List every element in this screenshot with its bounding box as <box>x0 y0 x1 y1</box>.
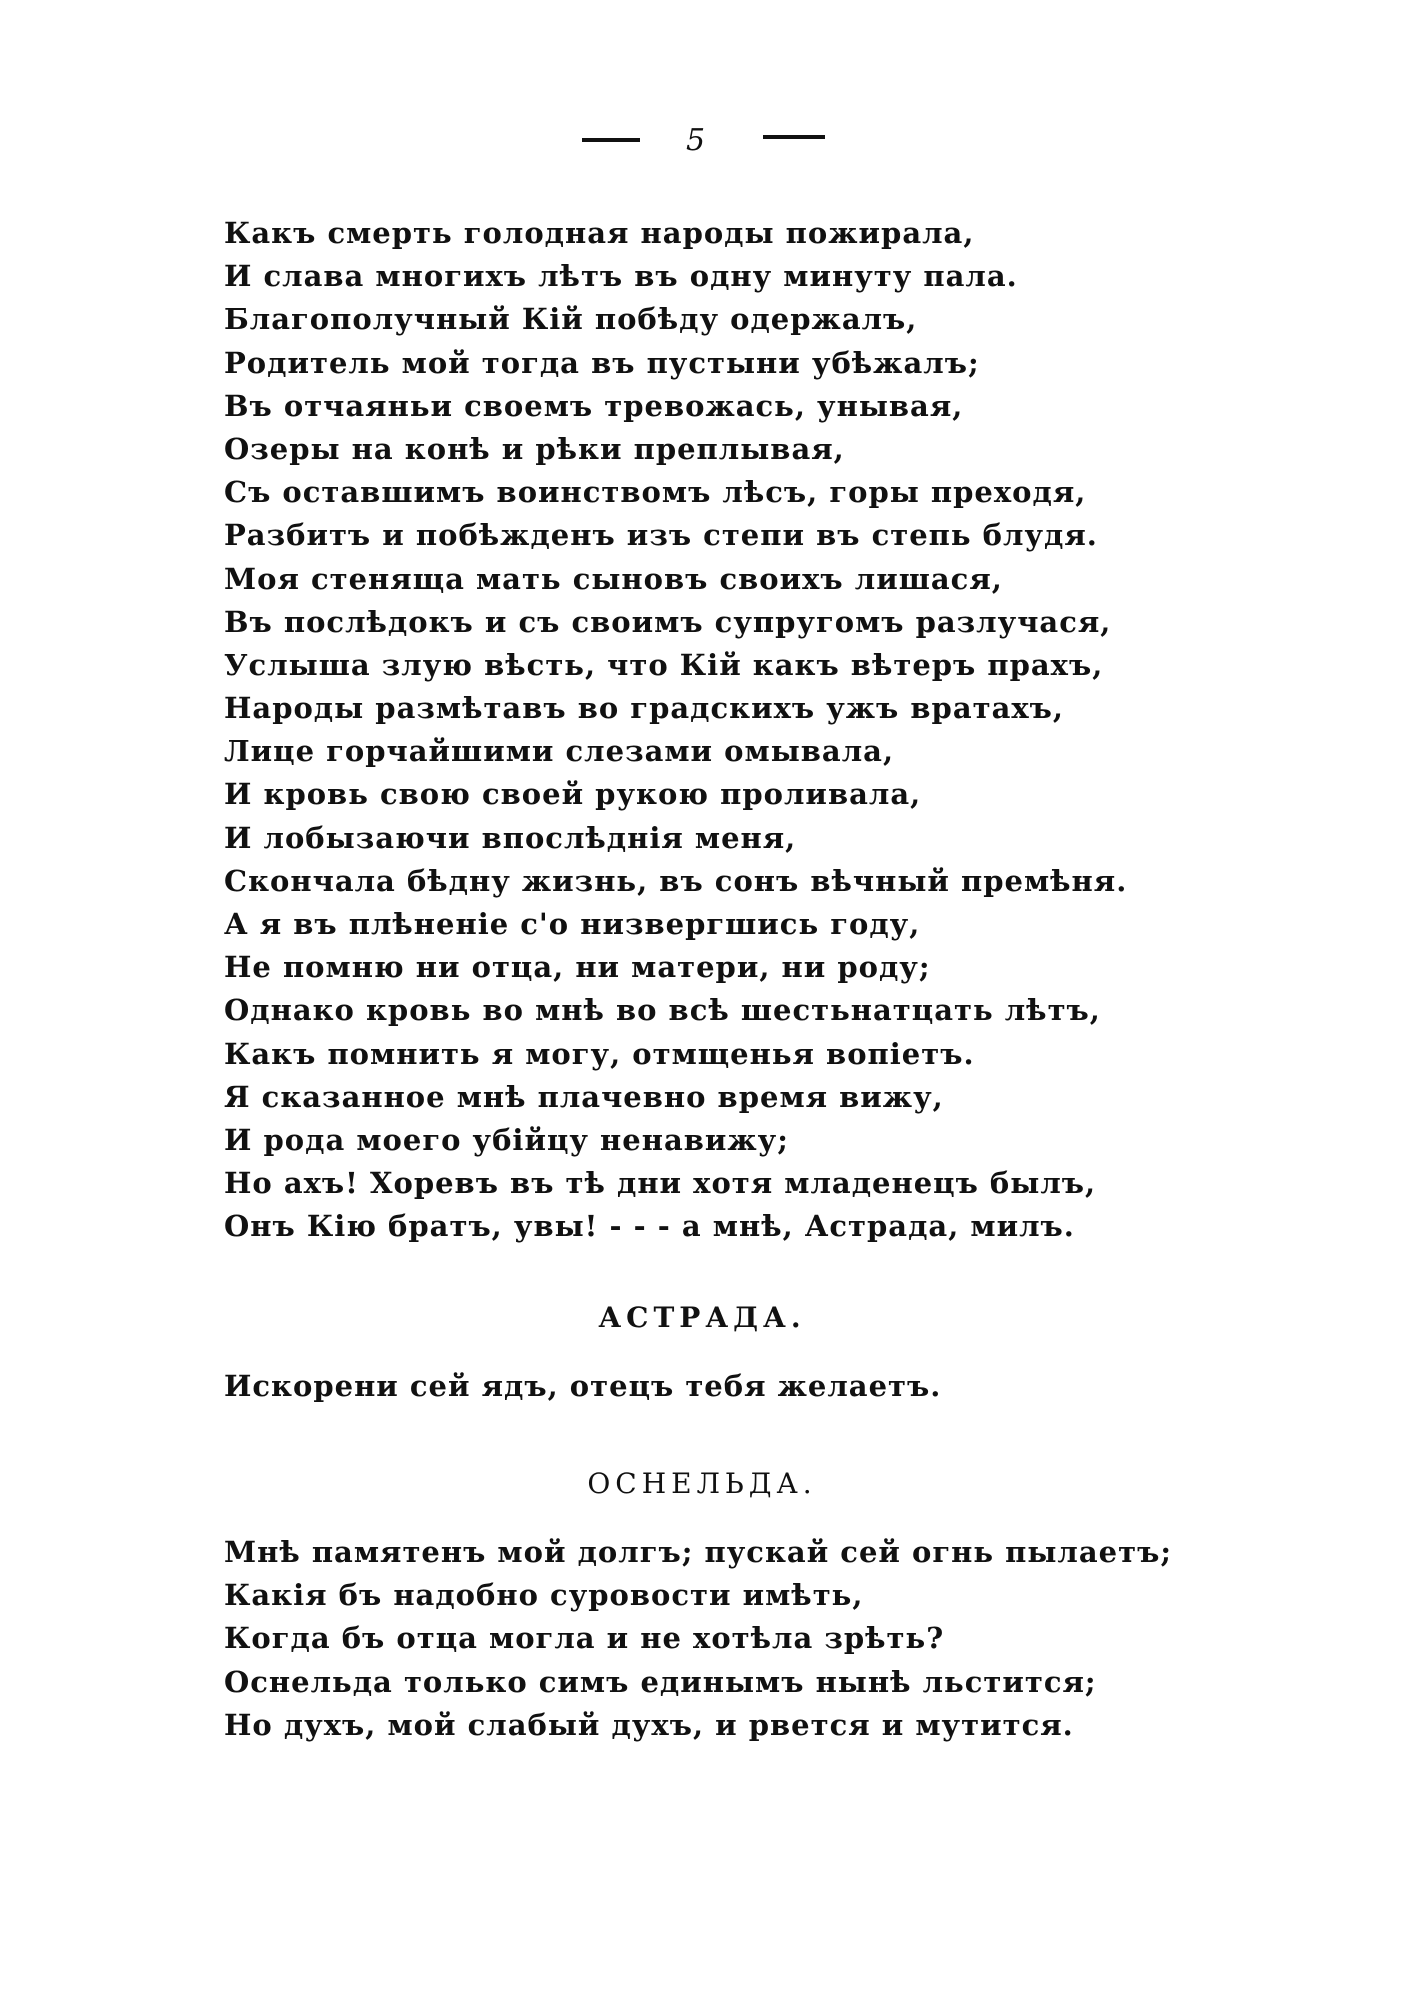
speaker-heading-osnelda: ОСНЕЛЬДА. <box>587 1467 817 1500</box>
verse-line: И слава многихъ лѣтъ въ одну минуту пала. <box>224 259 1018 294</box>
verse-line: Я сказанное мнѣ плачевно время вижу, <box>224 1079 944 1114</box>
verse-line: Съ оставшимъ воинствомъ лѣсъ, горы преходя, <box>224 475 1087 510</box>
verse-line: Оснельда только симъ единымъ нынѣ льстится; <box>224 1664 1097 1699</box>
verse-line: Онъ Кію братъ, увы! - - - а мнѣ, Астрада, милъ. <box>224 1209 1075 1244</box>
verse-line: Въ послѣдокъ и съ своимъ супругомъ разлучася, <box>224 604 1112 639</box>
verse-line: Не помню ни отца, ни матери, ни роду; <box>224 950 931 985</box>
verse-block-monologue <box>224 212 1224 1249</box>
verse-line: Озеры на конѣ и рѣки преплывая, <box>224 431 845 466</box>
verse-line: Однако кровь во мнѣ во всѣ шестьнатцать лѣтъ, <box>224 993 1101 1028</box>
page-header <box>0 124 1404 164</box>
verse-line: Въ отчаяньи своемъ тревожась, унывая, <box>224 388 964 423</box>
verse-line: И кровь свою своей рукою проливала, <box>224 777 922 812</box>
verse-line: Когда бъ отца могла и не хотѣла зрѣть? <box>224 1621 945 1656</box>
page-number: 5 <box>686 123 706 158</box>
verse-line: Но ахъ! Хоревъ въ тѣ дни хотя младенецъ былъ, <box>224 1166 1097 1201</box>
verse-line: И рода моего убійцу ненавижу; <box>224 1122 789 1157</box>
verse-line: Но духъ, мой слабый духъ, и рвется и мутится. <box>224 1707 1074 1742</box>
verse-line: Услыша злую вѣсть, что Кій какъ вѣтеръ прахъ, <box>224 647 1104 682</box>
verse-line: Разбитъ и побѣжденъ изъ степи въ степь блудя. <box>224 518 1098 553</box>
verse-line: Моя стеняща мать сыновъ своихъ лишася, <box>224 561 1003 596</box>
verse-line: Благополучный Кій побѣду одержалъ, <box>224 302 918 337</box>
verse-line: Скончала бѣдну жизнь, въ сонъ вѣчный премѣня. <box>224 863 1128 898</box>
verse-line: Мнѣ памятенъ мой долгъ; пускай сей огнь пылаетъ; <box>224 1535 1173 1569</box>
verse-line: И лобызаючи впослѣднія меня, <box>224 820 797 855</box>
verse-line: Искорени сей ядъ, отецъ тебя желаетъ. <box>224 1369 942 1403</box>
verse-line: А я въ плѣненіе с'о низвергшись году, <box>224 907 921 941</box>
verse-line: Какъ смерть голодная народы пожирала, <box>224 216 975 250</box>
verse-block-astrada <box>224 1365 1224 1408</box>
header-dash-right <box>763 135 825 139</box>
verse-block-osnelda <box>224 1531 1224 1747</box>
verse-line: Какія бъ надобно суровости имѣть, <box>224 1578 864 1613</box>
speaker-heading-astrada: АСТРАДА. <box>598 1301 806 1334</box>
verse-line: Народы размѣтавъ во градскихъ ужъ вратахъ, <box>224 691 1065 726</box>
header-dash-left <box>582 138 640 142</box>
verse-line: Лице горчайшими слезами омывала, <box>224 734 895 769</box>
verse-line: Какъ помнить я могу, отмщенья вопіетъ. <box>224 1036 975 1071</box>
verse-line: Родитель мой тогда въ пустыни убѣжалъ; <box>224 345 980 380</box>
